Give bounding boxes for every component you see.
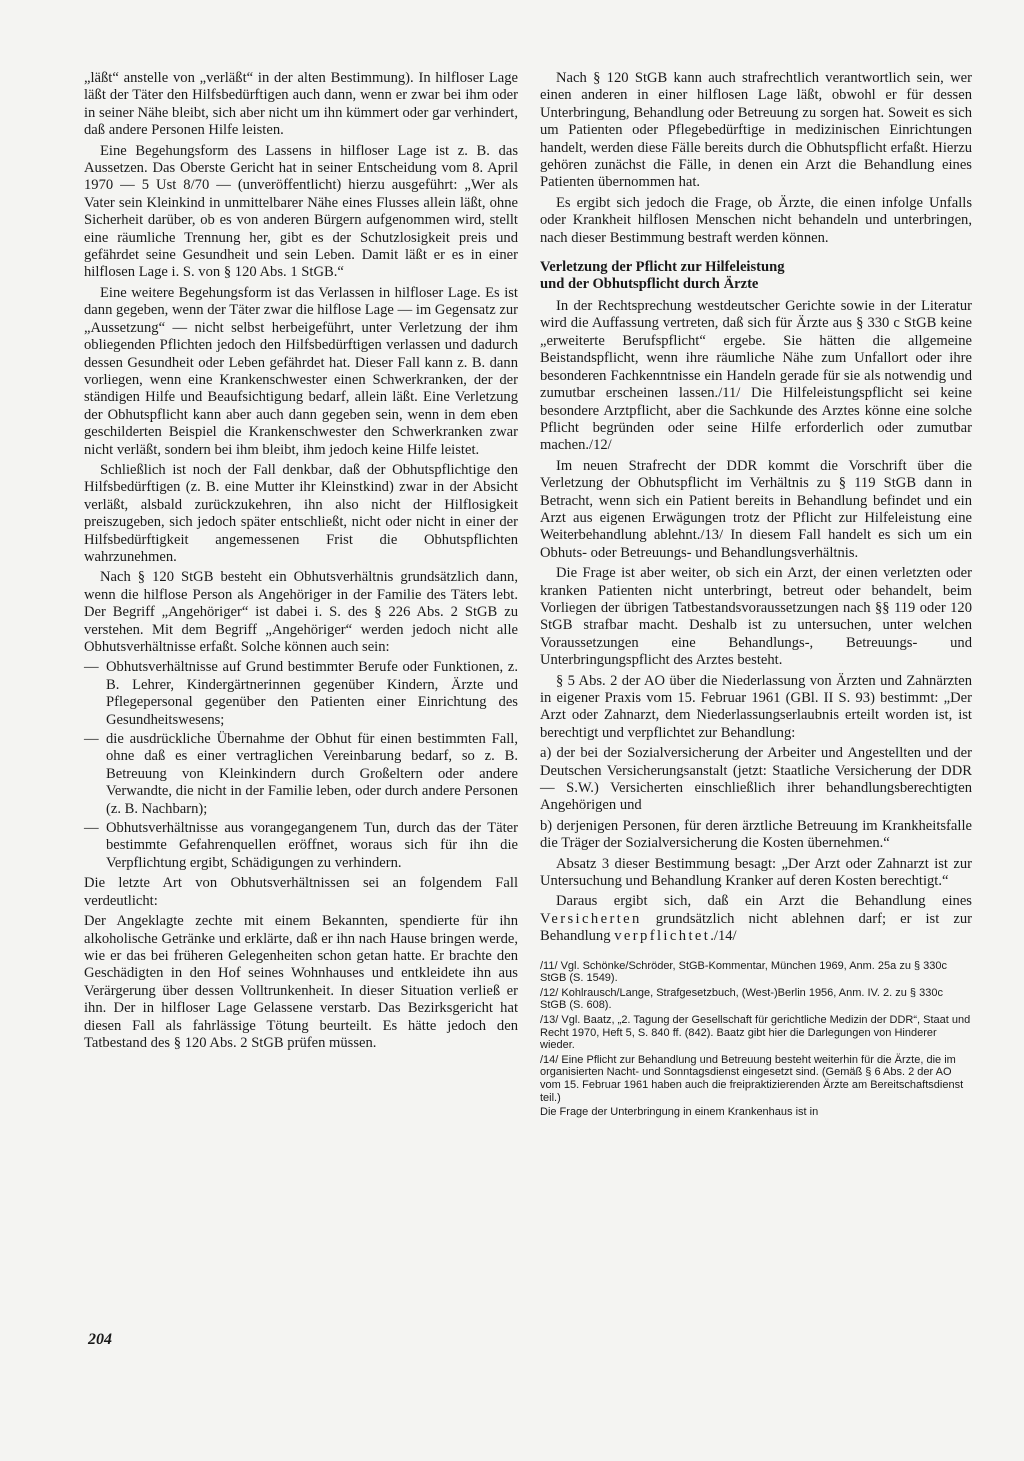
paragraph: § 5 Abs. 2 der AO über die Niederlassung von Ärzten und Zahnärzten in eigener Praxis vom 15. Februar 1961 (GBl. II S. 93) bestimmt: „Der Arzt oder Zahnarzt, dem Niederlassungserlaubnis erteilt worden ist, ist berechtigt und verpflichtet zur Behandlung: xyxy=(540,672,972,741)
paragraph: Eine weitere Begehungsform ist das Verlassen in hilfloser Lage. Es ist dann gegeben, wenn der Täter zwar die hilflose Lage — im Gegensatz zur „Aussetzung“ — nicht selbst herbeigeführt, unter Verletzung der ihm obliegenden Pflichten jedoch den Hilfsbedürftigen verlassen und dadurch dessen Gesundheit oder Leben gefährdet hat. Dieser Fall kann z. B. dann vorliegen, wenn eine Krankenschwester einen Schwerkranken, der der ständigen Hilfe und Beaufsichtigung bedarf, allein läßt. Eine Verletzung der Obhutspflicht kann aber auch dann gegeben sein, wenn in dem eben geschilderten Beispiel die Krankenschwester den Schwerkranken zwar nicht verläßt, sondern bei ihm bleibt, ihm jedoch keine Hilfe leistet. xyxy=(84,284,518,458)
emphasis: Versicherten xyxy=(540,910,642,927)
dash-bullet: — xyxy=(84,731,99,748)
section-heading: Verletzung der Pflicht zur Hilfeleistung und der Obhutspflicht durch Ärzte xyxy=(540,259,785,293)
emphasis: verpflichtet xyxy=(614,928,711,945)
dash-bullet: — xyxy=(84,820,99,837)
obhut-list xyxy=(84,659,518,872)
paragraph: Nach § 120 StGB besteht ein Obhutsverhältnis grundsätzlich dann, wenn die hilflose Person als Angehöriger in der Familie des Täters lebt. Der Begriff „Angehöriger“ ist dabei i. S. des § 226 Abs. 2 StGB zu verstehen. Mit dem Begriff „Angehöriger“ werden jedoch nicht alle Obhutsverhältnisse erfaßt. Solche können auch sein: xyxy=(84,569,518,655)
right-column xyxy=(540,70,972,1121)
paragraph: Absatz 3 dieser Bestimmung besagt: „Der Arzt oder Zahnarzt ist zur Untersuchung und Behandlung Kranker auf deren Kosten berechtigt.“ xyxy=(540,855,972,890)
paragraph: Es ergibt sich jedoch die Frage, ob Ärzte, die einen infolge Unfalls oder Krankheit hilflosen Menschen nicht behandeln und unterbringen, nach dieser Bestimmung bestraft werden können. xyxy=(540,194,972,246)
paragraph: In der Rechtsprechung westdeutscher Gerichte sowie in der Literatur wird die Auffassung vertreten, daß sich für Ärzte aus § 330 c StGB keine „erweiterte Berufspflicht“ ergebe. Sie hätten die allgemeine Beistandspflicht, wenn ihre räumliche Nähe zum Unfallort oder ihre besonderen Fachkenntnisse ein Handeln gerade für sie als notwendig und zumutbar erscheinen lassen./11/ Die Hilfeleistungspflicht sei keine besondere Arztpflicht, aber die Sachkunde des Arztes könne eine solche Pflicht begründen oder seine Hilfe erforderlich oder zumutbar machen./12/ xyxy=(540,298,972,454)
left-column xyxy=(84,70,518,1055)
footnotes xyxy=(540,960,972,1119)
footnote: /13/ Vgl. Baatz, „2. Tagung der Gesellschaft für gerichtliche Medizin der DDR“, Staat und Recht 1970, Heft 5, S. 840 ff. (842). Baatz gibt hier die Darlegungen von Hinderer wieder. xyxy=(540,1014,971,1052)
paragraph: Im neuen Strafrecht der DDR kommt die Vorschrift über die Verletzung der Obhutspflicht im Verhältnis zu § 119 StGB dann in Betracht, wenn sich ein Patient bereits in Behandlung befindet und ein Arzt aus eigenen Erwägungen trotz der Pflicht zur Hilfeleistung eine Weiterbehandlung ablehnt./13/ In diesem Fall handelt es sich um ein Obhuts- oder Betreuungs- und Behandlungsverhältnis. xyxy=(540,457,972,561)
paragraph: Die letzte Art von Obhutsverhältnissen sei an folgendem Fall verdeutlicht: xyxy=(84,875,518,909)
list-item: — die ausdrückliche Übernahme der Obhut für einen bestimmten Fall, ohne daß es einer vertraglichen Vereinbarung bedarf, so z. B. Betreuung von Kleinkindern durch Großeltern oder andere Verwandte, die nicht in der Familie leben, oder durch andere Personen (z. B. Nachbarn); xyxy=(84,731,518,817)
paragraph: „läßt“ anstelle von „verläßt“ in der alten Bestimmung). In hilfloser Lage läßt der Täter den Hilfsbedürftigen auch dann, wenn er zwar bei ihm oder in seiner Nähe bleibt, sich aber nicht um ihn kümmert oder gar verhindert, daß andere Personen Hilfe leisten. xyxy=(84,70,518,139)
paragraph: Eine Begehungsform des Lassens in hilfloser Lage ist z. B. das Aussetzen. Das Oberste Gericht hat in seiner Entscheidung vom 8. April 1970 — 5 Ust 8/70 — (unveröffentlicht) hierzu ausgeführt: „Wer als Vater sein Kleinkind in unmittelbarer Nähe eines Flusses allein läßt, ohne Sicherheit darüber, ob es von anderen Bürgern aufgenommen wird, stellt eine räumliche Trennung her, gibt es der Schutzlosigkeit preis und gefährdet seine Gesundheit und sein Leben. Damit läßt er es in einer hilflosen Lage i. S. von § 120 Abs. 1 StGB.“ xyxy=(84,142,518,281)
paragraph: Nach § 120 StGB kann auch strafrechtlich verantwortlich sein, wer einen anderen in einer hilflosen Lage läßt, obwohl er für dessen Unterbringung, Behandlung oder Betreuung zu sorgen hat. Soweit es sich um Patienten oder Pflegebedürftige in medizinischen Einrichtungen handelt, werden diese Fälle bereits durch die Obhutspflicht erfaßt. Hierzu gehören zunächst die Fälle, in denen ein Arzt die Behandlung eines Patienten übernommen hat. xyxy=(540,70,972,191)
footnote: /14/ Eine Pflicht zur Behandlung und Betreuung besteht weiterhin für die Ärzte, die im organisierten Nacht- und Sonntagsdienst eingesetzt sind. (Gemäß § 6 Abs. 2 der AO vom 15. Februar 1961 haben auch die freipraktizierenden Ärzte am Bereitschaftsdienst teil.) xyxy=(540,1053,964,1104)
paragraph: Die Frage ist aber weiter, ob sich ein Arzt, der einen verletzten oder kranken Patienten nicht unterbringt, betreut oder behandelt, beim Vorliegen der übrigen Tatbestandsvoraussetzungen nach §§ 119 oder 120 StGB strafbar macht. Deshalb ist zu untersuchen, unter welchen Voraussetzungen eine Behandlungs-, Betreuungs- und Unterbringungspflicht des Arztes besteht. xyxy=(540,565,972,669)
paragraph: Schließlich ist noch der Fall denkbar, daß der Obhutspflichtige den Hilfsbedürftigen (z. B. eine Mutter ihr Kleinstkind) zwar in der Absicht verläßt, alsbald zurückzukehren, ihn also nicht der Hilflosigkeit preiszugeben, sich jedoch später entschließt, nicht oder nicht in einer der Hilfsbedürftigkeit angemessenen Frist die Obhutspflichten wahrzunehmen. xyxy=(84,461,518,565)
paragraph: Der Angeklagte zechte mit einem Bekannten, spendierte für ihn alkoholische Getränke und erklärte, daß er ihn nach Hause bringen werde, wie er das bei früheren Gelegenheiten schon getan hatte. Er brachte den Geschädigten in den Hof seines Wohnhauses und entkleidete ihn aus Verärgerung über dessen Volltrunkenheit. In dieser Situation verließ er ihn. Der in hilfloser Lage Gelassene verstarb. Das Bezirksgericht hat diesen Fall als fahrlässige Tötung beurteilt. Es hätte jedoch den Tatbestand des § 120 Abs. 2 StGB prüfen müssen. xyxy=(84,913,518,1051)
dash-bullet: — xyxy=(84,659,99,676)
list-item: — Obhutsverhältnisse auf Grund bestimmter Berufe oder Funktionen, z. B. Lehrer, Kindergärtnerinnen gegenüber Kindern, Ärzte und Pflegepersonal gegenüber den Patienten einer Einrichtung des Gesundheitswesens; xyxy=(84,659,518,728)
paragraph: a) der bei der Sozialversicherung der Arbeiter und Angestellten und der Deutschen Versicherungsanstalt (jetzt: Staatliche Versicherung der DDR — S.W.) Versicherten einschließlich ihrer behandlungsberechtigten Angehörigen und xyxy=(540,745,972,814)
paragraph: b) derjenigen Personen, für deren ärztliche Betreuung im Krankheitsfalle die Träger der Sozialversicherung die Kosten übernehmen.“ xyxy=(540,817,972,852)
paragraph: Daraus ergibt sich, daß ein Arzt die Behandlung eines Versicherten grundsätzlich nicht ablehnen darf; er ist zur Behandlung verpflichtet./14/ xyxy=(540,893,972,945)
footnote: Die Frage der Unterbringung in einem Krankenhaus ist in xyxy=(540,1106,819,1119)
footnote: /11/ Vgl. Schönke/Schröder, StGB-Kommentar, München 1969, Anm. 25a zu § 330c StGB (S. 1549). xyxy=(540,959,948,985)
footnote: /12/ Kohlrausch/Lange, Strafgesetzbuch, (West-)Berlin 1956, Anm. IV. 2. zu § 330c StGB (S. 608). xyxy=(540,986,943,1012)
page-number: 204 xyxy=(88,1331,112,1348)
list-item: — Obhutsverhältnisse aus vorangegangenem Tun, durch das der Täter bestimmte Gefahrenquellen eröffnet, woraus sich für ihn die Verpflichtung ergibt, Schädigungen zu verhindern. xyxy=(84,820,518,871)
